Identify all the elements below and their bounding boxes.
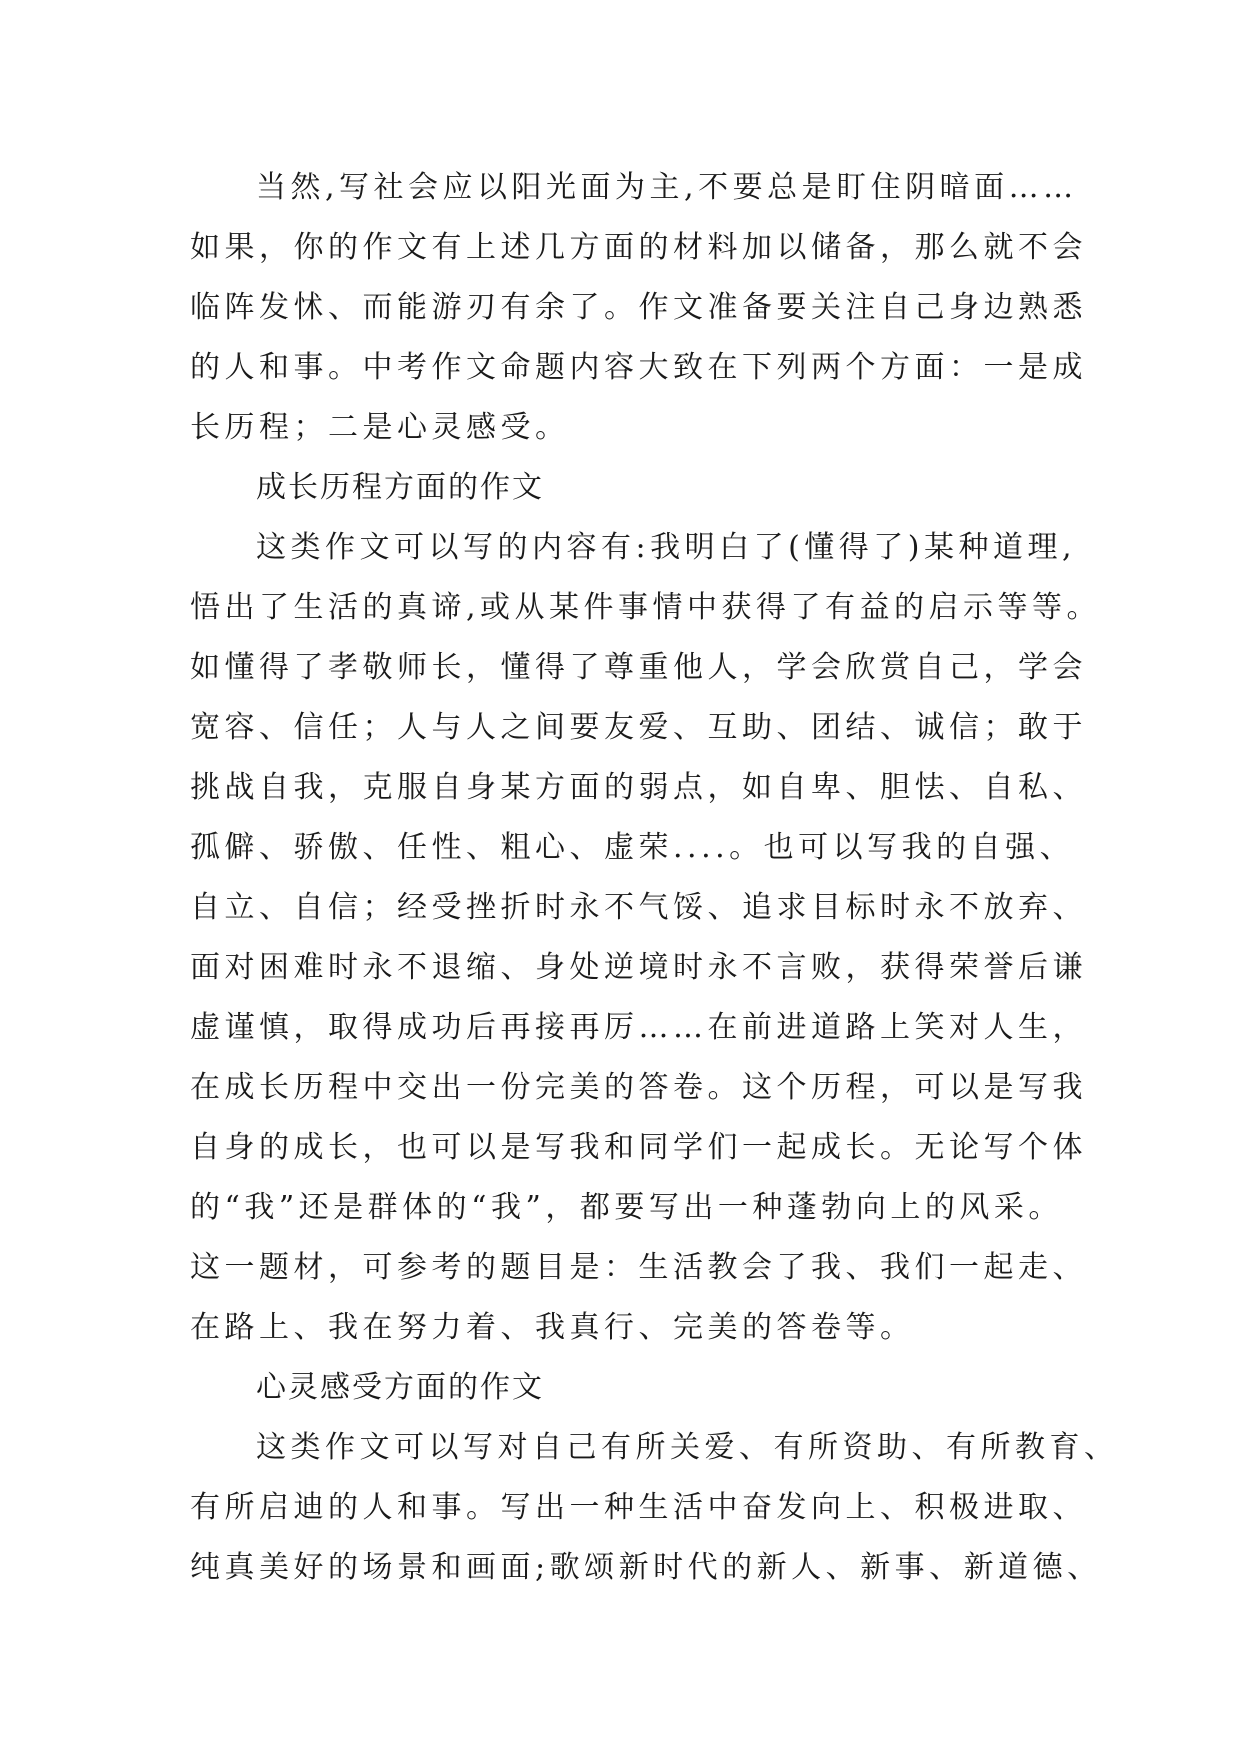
paragraph-line: 自立、自信；经受挫折时永不气馁、追求目标时永不放弃、 [190, 890, 1087, 925]
paragraph-line: 的人和事。中考作文命题内容大致在下列两个方面：一是成 [190, 350, 1087, 385]
paragraph-line: 挑战自我，克服自身某方面的弱点，如自卑、胆怯、自私、 [190, 770, 1087, 805]
paragraph-line: 长历程；二是心灵感受。 [190, 410, 570, 445]
paragraph-line: 这类作文可以写的内容有:我明白了(懂得了)某种道理, [256, 530, 1077, 565]
paragraph-line: 这类作文可以写对自己有所关爱、有所资助、有所教育、 [256, 1430, 1119, 1465]
section-heading: 成长历程方面的作文 [256, 470, 544, 505]
paragraph-line: 孤僻、骄傲、任性、粗心、虚荣....。也可以写我的自强、 [190, 830, 1075, 865]
paragraph-line: 当然,写社会应以阳光面为主,不要总是盯住阴暗面…… [256, 170, 1078, 205]
paragraph-line: 这一题材，可参考的题目是：生活教会了我、我们一起走、 [190, 1250, 1087, 1285]
paragraph-line: 面对困难时永不退缩、身处逆境时永不言败，获得荣誉后谦 [190, 950, 1087, 985]
paragraph-line: 如懂得了孝敬师长，懂得了尊重他人，学会欣赏自己，学会 [190, 650, 1087, 685]
paragraph-line: 如果，你的作文有上述几方面的材料加以储备，那么就不会 [190, 230, 1087, 265]
paragraph-line: 自身的成长，也可以是写我和同学们一起成长。无论写个体 [190, 1130, 1087, 1165]
paragraph-line: 有所启迪的人和事。写出一种生活中奋发向上、积极进取、 [190, 1490, 1087, 1525]
section-heading: 心灵感受方面的作文 [256, 1370, 544, 1405]
paragraph-line: 在成长历程中交出一份完美的答卷。这个历程，可以是写我 [190, 1070, 1087, 1105]
paragraph-line: 在路上、我在努力着、我真行、完美的答卷等。 [190, 1310, 915, 1345]
paragraph-line: 悟出了生活的真谛,或从某件事情中获得了有益的启示等等。 [190, 590, 1102, 625]
paragraph-line: 临阵发怵、而能游刃有余了。作文准备要关注自己身边熟悉 [190, 290, 1087, 325]
paragraph-line: 纯真美好的场景和画面;歌颂新时代的新人、新事、新道德、 [190, 1550, 1102, 1585]
paragraph-line: 宽容、信任；人与人之间要友爱、互助、团结、诚信；敢于 [190, 710, 1087, 745]
body-text [190, 158, 1119, 1598]
paragraph-line: 的“我”还是群体的“我”，都要写出一种蓬勃向上的风采。 [190, 1190, 1063, 1225]
paragraph-line: 虚谨慎，取得成功后再接再厉……在前进道路上笑对人生， [190, 1010, 1087, 1045]
